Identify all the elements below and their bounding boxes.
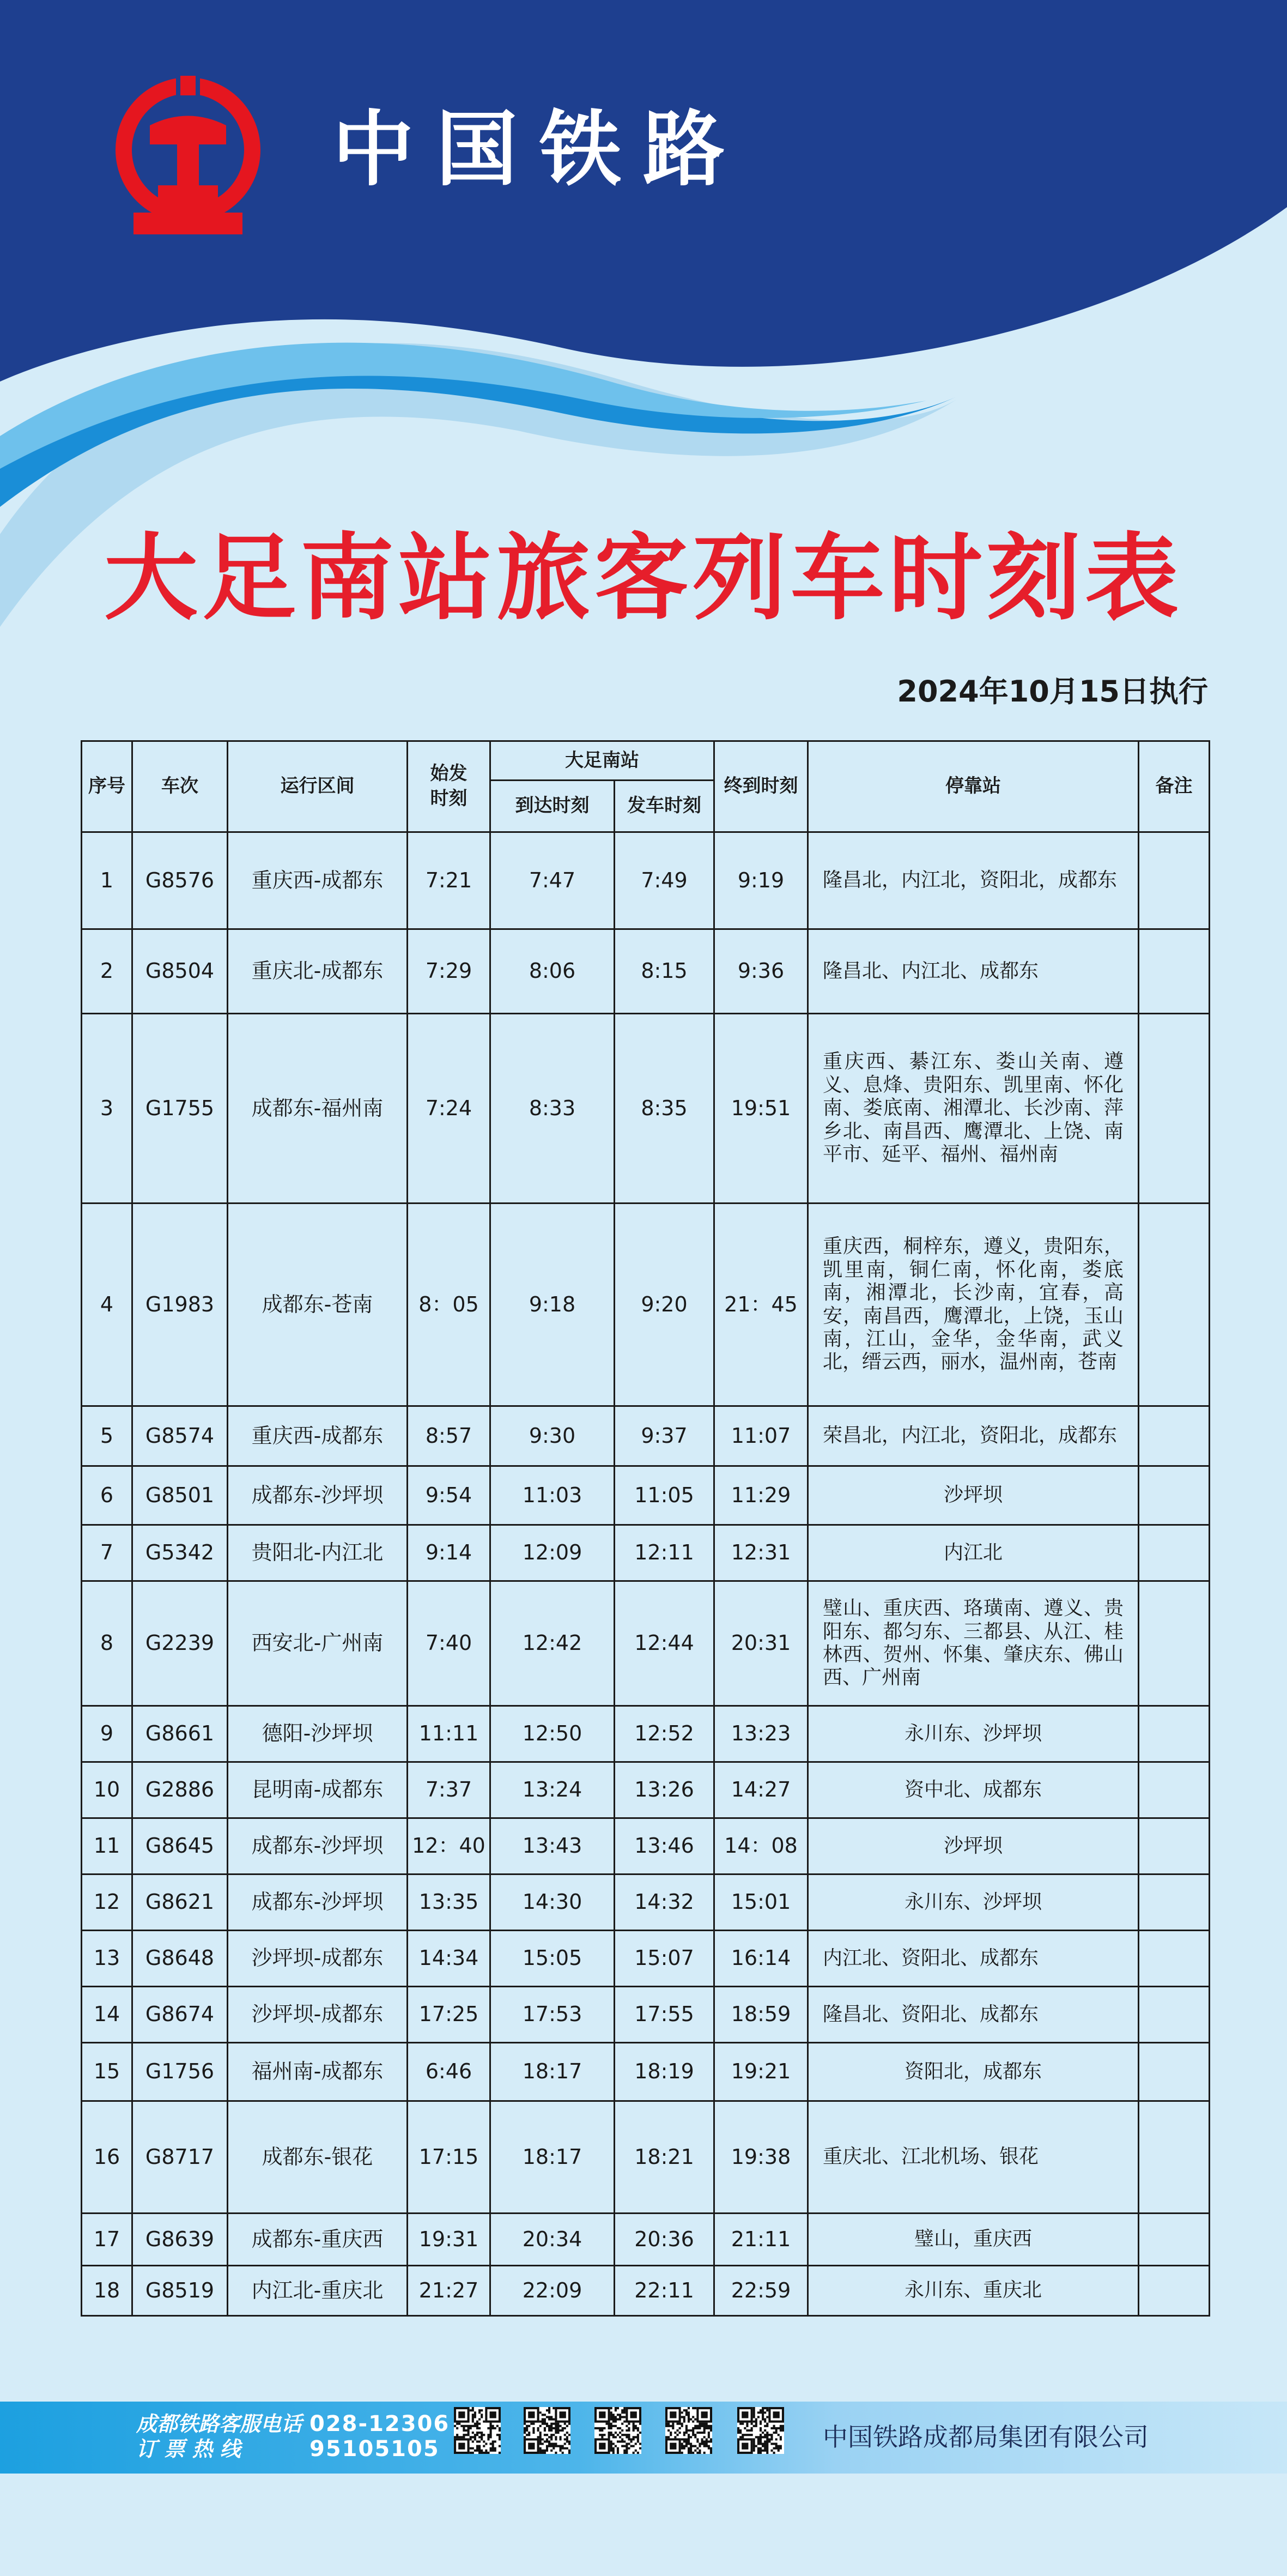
cell-seq: 9 <box>82 1706 132 1762</box>
cell-train: G8639 <box>132 2214 228 2266</box>
cell-remarks <box>1139 1406 1210 1466</box>
cell-arrive: 9:30 <box>490 1406 615 1466</box>
cell-train: G8717 <box>132 2101 228 2214</box>
header-train: 车次 <box>132 741 228 832</box>
cell-remarks <box>1139 1818 1210 1874</box>
cell-seq: 6 <box>82 1466 132 1525</box>
cell-stops: 重庆西，桐梓东，遵义，贵阳东，凯里南，铜仁南，怀化南，娄底南，湘潭北，长沙南，宜春，高安，南昌西，鹰潭北，上饶，玉山南，江山，金华，金华南，武义北，缙云西，丽水，温州南，苍南 <box>808 1204 1139 1406</box>
cell-depart: 18:21 <box>615 2101 714 2214</box>
cell-stops: 沙坪坝 <box>808 1818 1139 1874</box>
qr-pattern <box>737 2407 784 2454</box>
table-row <box>82 2101 1210 2214</box>
cell-depart: 7:49 <box>615 832 714 929</box>
qr-pattern <box>454 2407 501 2454</box>
cell-stops: 内江北、资阳北、成都东 <box>808 1931 1139 1987</box>
cell-remarks <box>1139 2214 1210 2266</box>
cell-arrive: 12:09 <box>490 1525 615 1581</box>
cell-remarks <box>1139 1014 1210 1204</box>
cell-train: G1756 <box>132 2043 228 2101</box>
cell-arrive: 15:05 <box>490 1931 615 1987</box>
page-title: 大足南站旅客列车时刻表 <box>104 523 1183 633</box>
header-departure: 发车时刻 <box>615 781 714 832</box>
table-row <box>82 2043 1210 2101</box>
cell-remarks <box>1139 1706 1210 1762</box>
cell-remarks <box>1139 1931 1210 1987</box>
cell-origin-dep: 9:54 <box>408 1466 490 1525</box>
cell-depart: 8:35 <box>615 1014 714 1204</box>
qr-code-icon <box>736 2407 786 2454</box>
cell-remarks <box>1139 832 1210 929</box>
cell-terminal-arr: 19:38 <box>714 2101 808 2214</box>
cell-train: G8519 <box>132 2266 228 2316</box>
cell-remarks <box>1139 1581 1210 1706</box>
table-row <box>82 832 1210 929</box>
cell-arrive: 11:03 <box>490 1466 615 1525</box>
table-row <box>82 1931 1210 1987</box>
cell-origin-dep: 8:57 <box>408 1406 490 1466</box>
cell-train: G8661 <box>132 1706 228 1762</box>
cell-stops: 隆昌北、内江北、成都东 <box>808 929 1139 1014</box>
cell-route: 成都东-沙坪坝 <box>228 1874 408 1931</box>
header-arrival: 到达时刻 <box>490 781 615 832</box>
cell-seq: 17 <box>82 2214 132 2266</box>
cell-remarks <box>1139 1762 1210 1818</box>
cell-terminal-arr: 14:27 <box>714 1762 808 1818</box>
cell-train: G5342 <box>132 1525 228 1581</box>
header-terminal-arrival: 终到时刻 <box>714 741 808 832</box>
cell-stops: 重庆北、江北机场、银花 <box>808 2101 1139 2214</box>
table-row <box>82 1014 1210 1204</box>
cell-seq: 3 <box>82 1014 132 1204</box>
cell-terminal-arr: 15:01 <box>714 1874 808 1931</box>
table-row <box>82 1762 1210 1818</box>
cell-seq: 8 <box>82 1581 132 1706</box>
cell-depart: 9:20 <box>615 1204 714 1406</box>
cell-route: 贵阳北-内江北 <box>228 1525 408 1581</box>
cell-origin-dep: 12：40 <box>408 1818 490 1874</box>
cell-stops: 永川东、沙坪坝 <box>808 1874 1139 1931</box>
china-railway-logo <box>112 74 264 234</box>
cell-origin-dep: 11:11 <box>408 1706 490 1762</box>
table-row <box>82 1406 1210 1466</box>
table-row <box>82 2214 1210 2266</box>
cell-arrive: 22:09 <box>490 2266 615 2316</box>
cell-seq: 10 <box>82 1762 132 1818</box>
cell-terminal-arr: 11:07 <box>714 1406 808 1466</box>
cell-seq: 15 <box>82 2043 132 2101</box>
qr-pattern <box>594 2407 641 2454</box>
cell-route: 沙坪坝-成都东 <box>228 1987 408 2043</box>
ticket-hotline-label: 订 票 热 线 <box>136 2437 241 2461</box>
qr-pattern <box>524 2407 570 2454</box>
cell-arrive: 14:30 <box>490 1874 615 1931</box>
cell-terminal-arr: 14：08 <box>714 1818 808 1874</box>
cell-origin-dep: 6:46 <box>408 2043 490 2101</box>
cell-terminal-arr: 22:59 <box>714 2266 808 2316</box>
cell-arrive: 18:17 <box>490 2101 615 2214</box>
qr-code-icon <box>664 2407 714 2454</box>
cell-depart: 14:32 <box>615 1874 714 1931</box>
railway-logo-icon <box>112 74 264 234</box>
service-hotline-label: 成都铁路客服电话 <box>136 2412 302 2436</box>
service-phone: 028-12306 <box>309 2411 450 2436</box>
cell-train: G8576 <box>132 832 228 929</box>
qr-code-icon <box>522 2407 572 2454</box>
cell-terminal-arr: 20:31 <box>714 1581 808 1706</box>
cell-remarks <box>1139 1987 1210 2043</box>
qr-code-icon <box>593 2407 643 2454</box>
cell-route: 重庆北-成都东 <box>228 929 408 1014</box>
cell-stops: 资中北、成都东 <box>808 1762 1139 1818</box>
cell-train: G8574 <box>132 1406 228 1466</box>
cell-arrive: 9:18 <box>490 1204 615 1406</box>
hotline-labels <box>136 2411 302 2462</box>
cell-stops: 璧山，重庆西 <box>808 2214 1139 2266</box>
cell-route: 福州南-成都东 <box>228 2043 408 2101</box>
cell-seq: 7 <box>82 1525 132 1581</box>
cell-stops: 资阳北，成都东 <box>808 2043 1139 2101</box>
cell-arrive: 8:06 <box>490 929 615 1014</box>
cell-arrive: 12:42 <box>490 1581 615 1706</box>
cell-seq: 1 <box>82 832 132 929</box>
cell-stops: 隆昌北，内江北，资阳北，成都东 <box>808 832 1139 929</box>
cell-remarks <box>1139 2043 1210 2101</box>
cell-route: 成都东-沙坪坝 <box>228 1818 408 1874</box>
cell-arrive: 13:24 <box>490 1762 615 1818</box>
cell-origin-dep: 13:35 <box>408 1874 490 1931</box>
header-seq: 序号 <box>82 741 132 832</box>
table-row <box>82 1204 1210 1406</box>
footer-bar <box>0 2402 1287 2474</box>
cell-train: G8501 <box>132 1466 228 1525</box>
cell-route: 重庆西-成都东 <box>228 832 408 929</box>
cell-depart: 8:15 <box>615 929 714 1014</box>
table-row <box>82 1525 1210 1581</box>
cell-origin-dep: 7:24 <box>408 1014 490 1204</box>
cell-depart: 12:44 <box>615 1581 714 1706</box>
cell-origin-dep: 14:34 <box>408 1931 490 1987</box>
cell-depart: 18:19 <box>615 2043 714 2101</box>
cell-route: 成都东-沙坪坝 <box>228 1466 408 1525</box>
cell-train: G8674 <box>132 1987 228 2043</box>
ticket-phone: 95105105 <box>309 2436 440 2462</box>
qr-pattern <box>665 2407 712 2454</box>
cell-remarks <box>1139 2266 1210 2316</box>
cell-route: 成都东-福州南 <box>228 1014 408 1204</box>
cell-train: G8648 <box>132 1931 228 1987</box>
table-row <box>82 1818 1210 1874</box>
table-row <box>82 1987 1210 2043</box>
cell-arrive: 12:50 <box>490 1706 615 1762</box>
cell-remarks <box>1139 1525 1210 1581</box>
cell-remarks <box>1139 1466 1210 1525</box>
cell-terminal-arr: 19:51 <box>714 1014 808 1204</box>
cell-route: 西安北-广州南 <box>228 1581 408 1706</box>
cell-depart: 17:55 <box>615 1987 714 2043</box>
cell-depart: 9:37 <box>615 1406 714 1466</box>
cell-terminal-arr: 11:29 <box>714 1466 808 1525</box>
cell-depart: 15:07 <box>615 1931 714 1987</box>
company-name: 中国铁路成都局集团有限公司 <box>823 2422 1149 2452</box>
cell-origin-dep: 8：05 <box>408 1204 490 1406</box>
cell-remarks <box>1139 929 1210 1014</box>
cell-depart: 12:11 <box>615 1525 714 1581</box>
cell-origin-dep: 21:27 <box>408 2266 490 2316</box>
cell-remarks <box>1139 1204 1210 1406</box>
cell-arrive: 17:53 <box>490 1987 615 2043</box>
cell-seq: 13 <box>82 1931 132 1987</box>
cell-origin-dep: 7:37 <box>408 1762 490 1818</box>
table-row <box>82 1874 1210 1931</box>
cell-remarks <box>1139 2101 1210 2214</box>
cell-terminal-arr: 12:31 <box>714 1525 808 1581</box>
cell-stops: 永川东、重庆北 <box>808 2266 1139 2316</box>
cell-terminal-arr: 9:19 <box>714 832 808 929</box>
cell-stops: 隆昌北、资阳北、成都东 <box>808 1987 1139 2043</box>
cell-stops: 荣昌北，内江北，资阳北，成都东 <box>808 1406 1139 1466</box>
cell-train: G1983 <box>132 1204 228 1406</box>
header-stops: 停靠站 <box>808 741 1139 832</box>
cell-origin-dep: 19:31 <box>408 2214 490 2266</box>
cell-depart: 20:36 <box>615 2214 714 2266</box>
cell-seq: 18 <box>82 2266 132 2316</box>
cell-remarks <box>1139 1874 1210 1931</box>
cell-train: G8621 <box>132 1874 228 1931</box>
cell-route: 成都东-银花 <box>228 2101 408 2214</box>
cell-route: 德阳-沙坪坝 <box>228 1706 408 1762</box>
cell-depart: 22:11 <box>615 2266 714 2316</box>
cell-train: G8504 <box>132 929 228 1014</box>
cell-seq: 5 <box>82 1406 132 1466</box>
cell-train: G1755 <box>132 1014 228 1204</box>
cell-arrive: 13:43 <box>490 1818 615 1874</box>
cell-seq: 11 <box>82 1818 132 1874</box>
hotline-numbers <box>309 2411 450 2462</box>
cell-terminal-arr: 21:11 <box>714 2214 808 2266</box>
cell-arrive: 18:17 <box>490 2043 615 2101</box>
cell-stops: 沙坪坝 <box>808 1466 1139 1525</box>
cell-route: 成都东-苍南 <box>228 1204 408 1406</box>
header-route: 运行区间 <box>228 741 408 832</box>
cell-origin-dep: 17:25 <box>408 1987 490 2043</box>
cell-route: 内江北-重庆北 <box>228 2266 408 2316</box>
cell-terminal-arr: 19:21 <box>714 2043 808 2101</box>
table-row <box>82 929 1210 1014</box>
cell-stops: 重庆西、綦江东、娄山关南、遵义、息烽、贵阳东、凯里南、怀化南、娄底南、湘潭北、长沙南、萍乡北、南昌西、鹰潭北、上饶、南平市、延平、福州、福州南 <box>808 1014 1139 1204</box>
table-row <box>82 1466 1210 1525</box>
cell-train: G2886 <box>132 1762 228 1818</box>
header-remarks: 备注 <box>1139 741 1210 832</box>
cell-stops: 璧山、重庆西、珞璜南、遵义、贵阳东、都匀东、三都县、从江、桂林西、贺州、怀集、肇庆东、佛山西、广州南 <box>808 1581 1139 1706</box>
cell-origin-dep: 17:15 <box>408 2101 490 2214</box>
cell-seq: 16 <box>82 2101 132 2214</box>
cell-route: 重庆西-成都东 <box>228 1406 408 1466</box>
cell-route: 昆明南-成都东 <box>228 1762 408 1818</box>
cell-arrive: 7:47 <box>490 832 615 929</box>
cell-terminal-arr: 16:14 <box>714 1931 808 1987</box>
timetable <box>81 740 1210 2317</box>
cell-train: G8645 <box>132 1818 228 1874</box>
cell-seq: 12 <box>82 1874 132 1931</box>
cell-depart: 11:05 <box>615 1466 714 1525</box>
cell-origin-dep: 7:40 <box>408 1581 490 1706</box>
header-station: 大足南站 <box>490 741 714 781</box>
header-origin-departure: 始发时刻 <box>408 741 490 832</box>
cell-seq: 4 <box>82 1204 132 1406</box>
effective-date: 2024年10月15日执行 <box>897 674 1208 709</box>
table-row <box>82 1581 1210 1706</box>
cell-route: 成都东-重庆西 <box>228 2214 408 2266</box>
cell-stops: 永川东、沙坪坝 <box>808 1706 1139 1762</box>
cell-seq: 2 <box>82 929 132 1014</box>
cell-origin-dep: 9:14 <box>408 1525 490 1581</box>
table-row <box>82 1706 1210 1762</box>
brand-name: 中国铁路 <box>332 102 747 197</box>
cell-depart: 13:46 <box>615 1818 714 1874</box>
cell-depart: 12:52 <box>615 1706 714 1762</box>
cell-depart: 13:26 <box>615 1762 714 1818</box>
cell-terminal-arr: 18:59 <box>714 1987 808 2043</box>
cell-terminal-arr: 21：45 <box>714 1204 808 1406</box>
cell-arrive: 20:34 <box>490 2214 615 2266</box>
cell-seq: 14 <box>82 1987 132 2043</box>
cell-terminal-arr: 9:36 <box>714 929 808 1014</box>
table-row <box>82 2266 1210 2316</box>
cell-stops: 内江北 <box>808 1525 1139 1581</box>
cell-arrive: 8:33 <box>490 1014 615 1204</box>
qr-code-icon <box>452 2407 502 2454</box>
cell-origin-dep: 7:29 <box>408 929 490 1014</box>
cell-route: 沙坪坝-成都东 <box>228 1931 408 1987</box>
cell-origin-dep: 7:21 <box>408 832 490 929</box>
cell-terminal-arr: 13:23 <box>714 1706 808 1762</box>
cell-train: G2239 <box>132 1581 228 1706</box>
